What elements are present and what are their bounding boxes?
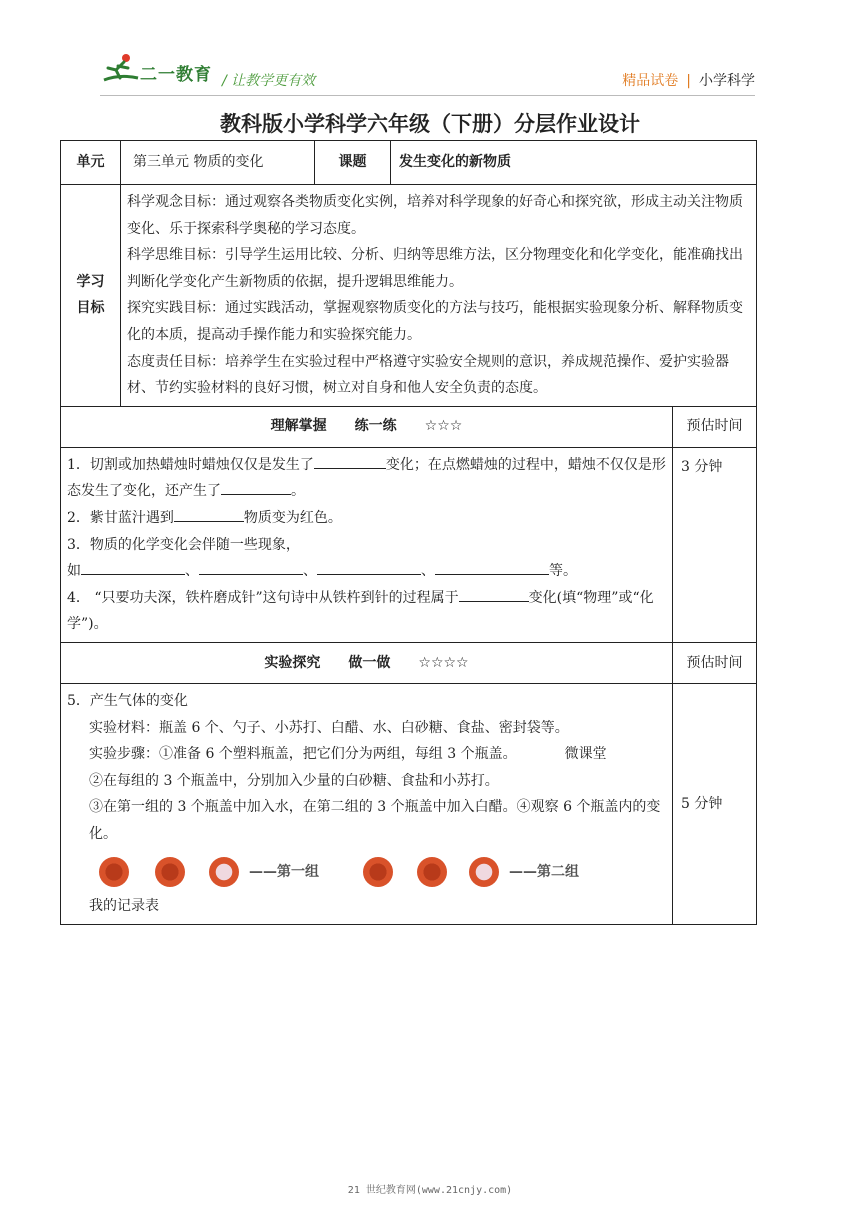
bottle-cap (417, 857, 447, 887)
header-subject: 小学科学 (699, 73, 755, 89)
runner-logo-icon (100, 52, 140, 88)
goal-thinking: 科学思维目标：引导学生运用比较、分析、归纳等思维方法，区分物理变化和化学变化，能准确找出判断化学变化产生新物质的依据，提升逻辑思维能力。 (127, 247, 743, 290)
question-4 (67, 585, 666, 638)
logo (100, 52, 230, 92)
goals-content (121, 185, 757, 407)
q3-blank-2[interactable] (199, 560, 303, 575)
question-1 (67, 452, 666, 505)
section1-time: 3 分钟 (673, 447, 757, 642)
bottle-cap (469, 857, 499, 887)
section1-questions (61, 447, 673, 642)
bottle-cap (155, 857, 185, 887)
q1-blank-1[interactable] (314, 454, 386, 469)
section1-heading (61, 406, 673, 447)
goal-practice: 探究实践目标：通过实践活动，掌握观察物质变化的方法与技巧，能根据实验现象分析、解释物质变化的本质，提高动手操作能力和实验探究能力。 (127, 300, 743, 343)
q3-sep-1: 、 (185, 563, 199, 580)
bottle-caps-figure (67, 853, 666, 893)
header-divider (100, 95, 755, 96)
section2-stars: ☆☆☆☆ (418, 654, 469, 671)
question-2 (67, 505, 666, 532)
unit-label: 单元 (61, 141, 121, 185)
goals-label-line2: 目标 (76, 300, 105, 317)
steps-1-text: 实验步骤：①准备 6 个塑料瓶盖，把它们分为两组，每组 3 个瓶盖。 (89, 746, 517, 763)
unit-value: 第三单元 物质的变化 (121, 141, 315, 185)
page-header (100, 52, 755, 92)
goals-label (61, 185, 121, 407)
q3-end: 等。 (549, 563, 577, 580)
section1-title-b: 练一练 (354, 418, 397, 435)
q2-blank[interactable] (174, 507, 244, 522)
section2-title-b: 做一做 (348, 654, 391, 671)
q2-text-b: 物质变为红色。 (243, 509, 342, 526)
section2-heading (61, 642, 673, 683)
topic-value: 发生变化的新物质 (391, 141, 757, 185)
steps-3: ③在第一组的 3 个瓶盖中加入水，在第二组的 3 个瓶盖中加入白醋。④观察 6 个瓶盖内的变化。 (89, 799, 661, 842)
bottle-cap (99, 857, 129, 887)
section1-title-a: 理解掌握 (270, 418, 327, 435)
steps-2: ②在每组的 3 个瓶盖中，分别加入少量的白砂糖、食盐和小苏打。 (89, 772, 499, 789)
q1-text-b: 变化；在点燃蜡烛的过程中，蜡烛不仅仅是形态发生了变化，还产生了 (67, 456, 666, 500)
question-5: 5．产生气体的变化 (67, 692, 188, 709)
bottle-cap (209, 857, 239, 887)
section2-content (61, 683, 673, 924)
worksheet-table (60, 140, 757, 925)
page-title: 教科版小学科学六年级（下册）分层作业设计 (220, 112, 640, 136)
record-label: 我的记录表 (89, 898, 159, 915)
section2-time: 5 分钟 (673, 683, 757, 924)
q1-text-c: 。 (291, 483, 305, 500)
q3-text-b: 如 (67, 563, 81, 580)
q4-text-a: 4． “只要功夫深，铁杵磨成针”这句诗中从铁杵到针的过程属于 (67, 589, 459, 606)
q1-blank-2[interactable] (221, 480, 291, 495)
group-1-label: ——第一组 (249, 864, 319, 881)
header-separator: | (686, 73, 691, 89)
q2-text-a: 2．紫甘蓝汁遇到 (67, 509, 174, 526)
section1-stars: ☆☆☆ (424, 418, 463, 435)
question-3-blanks (67, 558, 666, 585)
q4-text-b: 变化(填“物理”或“化学”)。 (67, 589, 654, 633)
steps-1 (67, 741, 666, 768)
q3-sep-2: 、 (303, 563, 317, 580)
slogan: / 让教学更有效 (222, 73, 316, 89)
goal-attitude: 态度责任目标：培养学生在实验过程中严格遵守实验安全规则的意识，养成规范操作、爱护实验器材、节约实验材料的良好习惯，树立对自身和他人安全负责的态度。 (127, 353, 729, 397)
q3-blank-3[interactable] (317, 560, 421, 575)
section2-time-label: 预估时间 (673, 642, 757, 683)
goals-label-line1: 学习 (76, 273, 105, 290)
section1-time-label: 预估时间 (673, 406, 757, 447)
q3-blank-1[interactable] (81, 560, 185, 575)
q3-blank-4[interactable] (435, 560, 549, 575)
logo-text: 二一教育 (140, 65, 212, 85)
page-footer: 21 世纪教育网(www.21cnjy.com) (347, 1185, 513, 1196)
q1-text-a: 1．切割或加热蜡烛时蜡烛仅仅是发生了 (67, 456, 314, 473)
section2-title-a: 实验探究 (264, 654, 321, 671)
materials: 实验材料：瓶盖 6 个、勺子、小苏打、白醋、水、白砂糖、食盐、密封袋等。 (89, 719, 569, 736)
q3-sep-3: 、 (421, 563, 435, 580)
group-2-label: ——第二组 (509, 864, 579, 881)
header-tag: 精品试卷 (622, 73, 679, 89)
question-3: 3．物质的化学变化会伴随一些现象， (67, 536, 300, 553)
micro-class-link[interactable]: 微课堂 (564, 746, 607, 763)
topic-label: 课题 (315, 141, 391, 185)
q4-blank[interactable] (459, 587, 529, 602)
goal-concept: 科学观念目标：通过观察各类物质变化实例，培养对科学现象的好奇心和探究欲，形成主动关注物质变化、乐于探索科学奥秘的学习态度。 (127, 194, 743, 237)
bottle-cap (363, 857, 393, 887)
header-right (622, 70, 755, 90)
